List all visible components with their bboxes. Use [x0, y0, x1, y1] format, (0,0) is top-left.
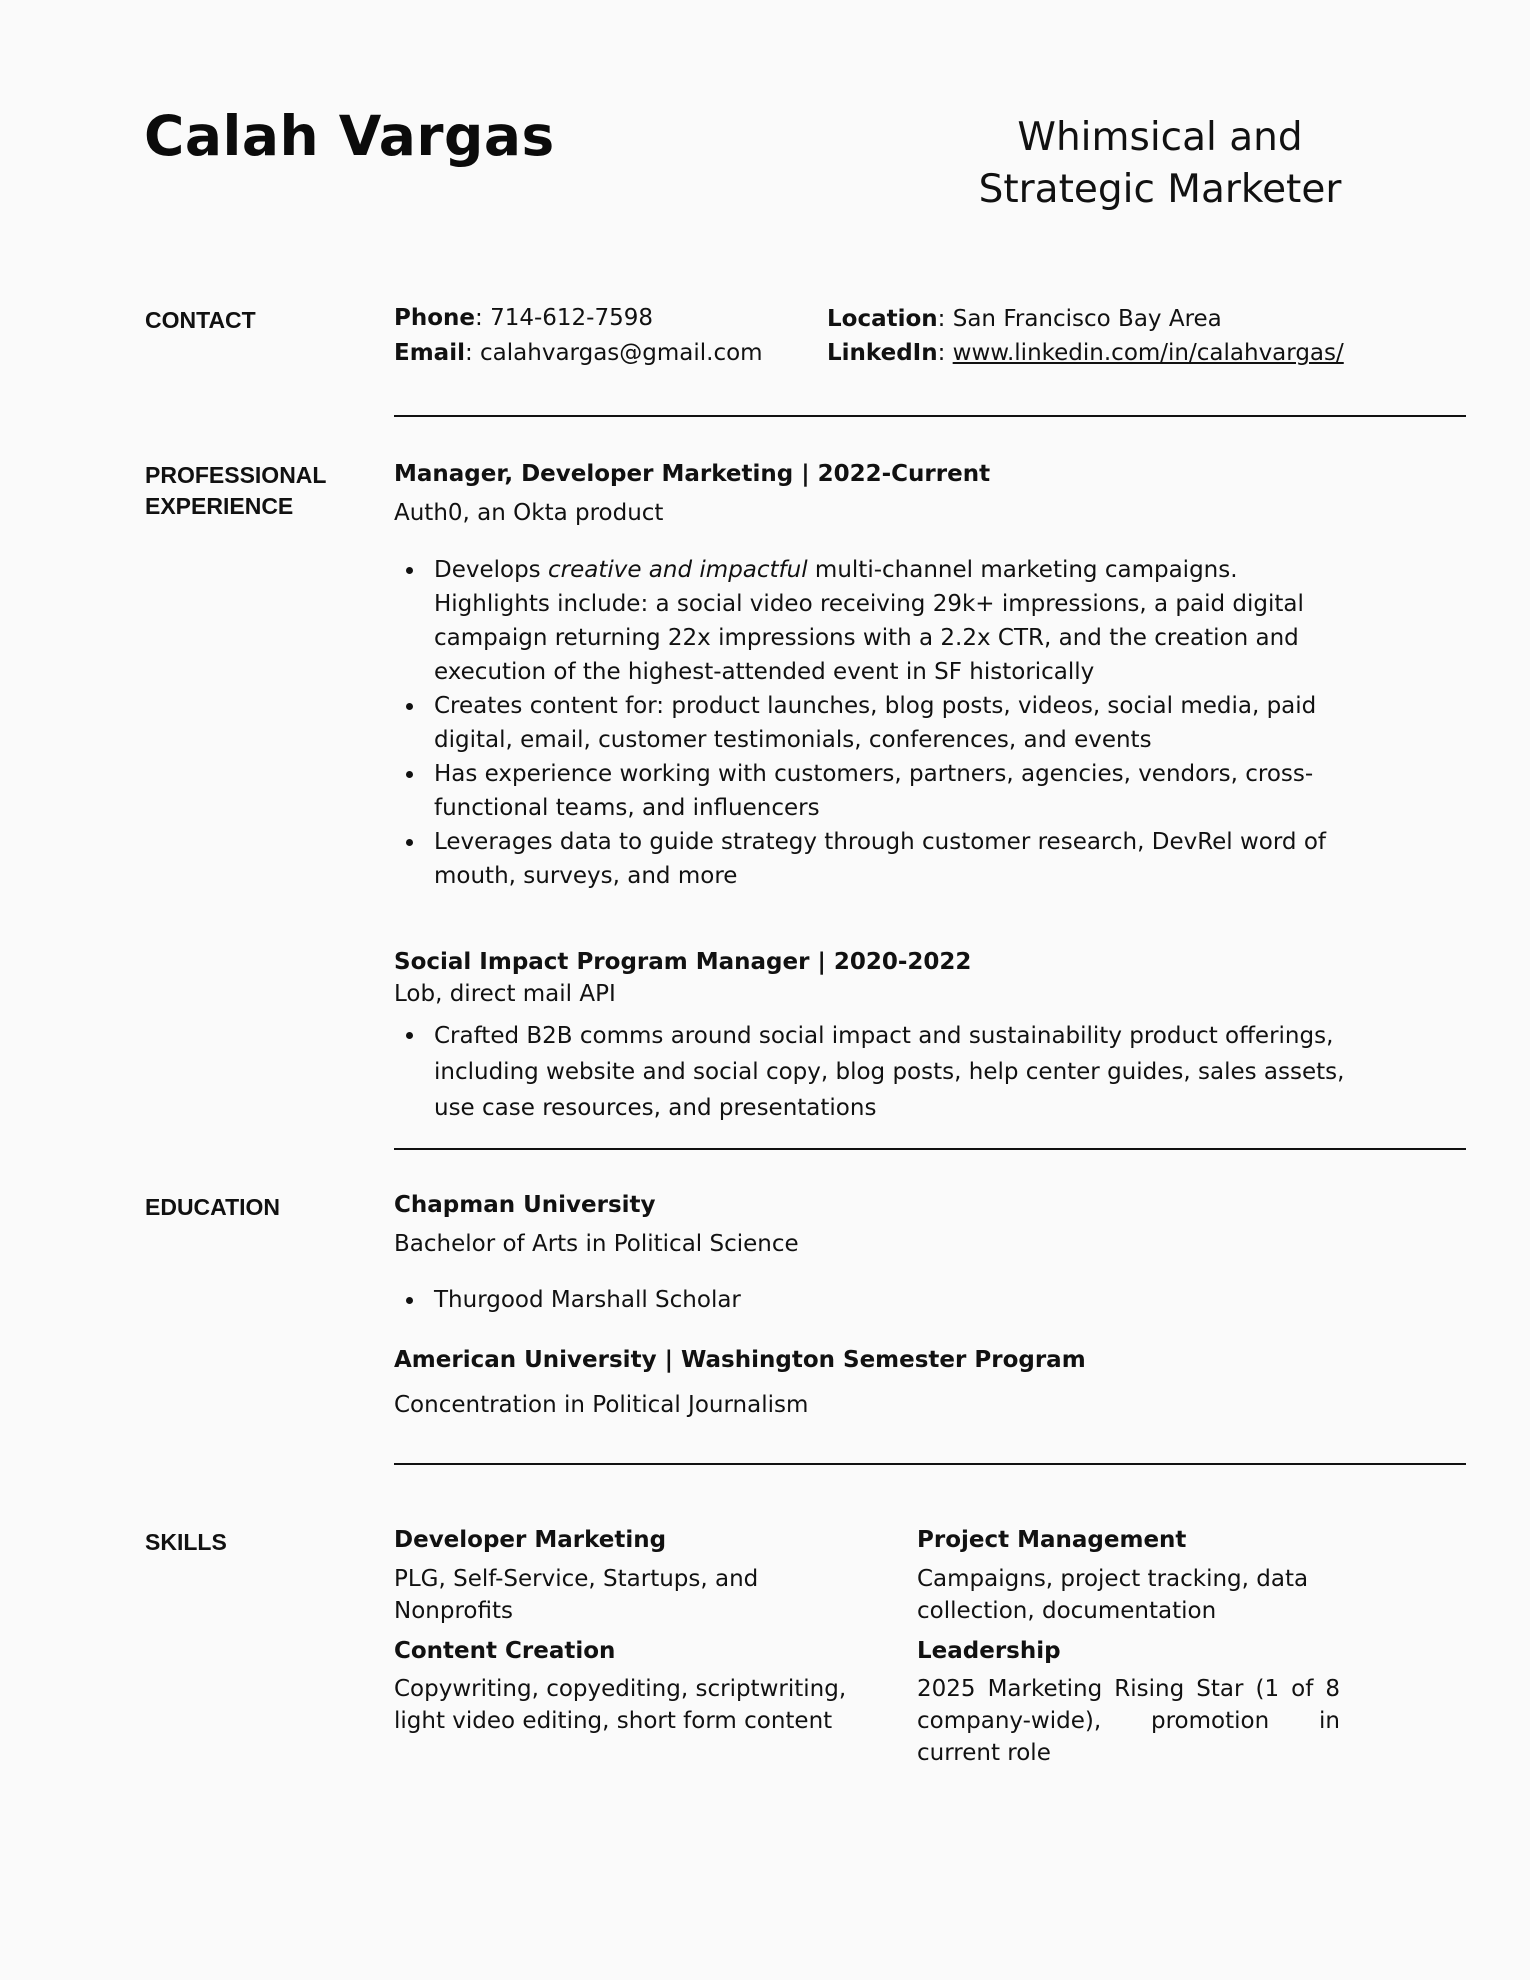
job-bullet: Crafted B2B comms around social impact and sustainability product offerings, including website and social copy, blog posts, help center guides, sales assets, use case resources, and presentations [394, 1018, 1354, 1126]
job-title: Manager, Developer Marketing | 2022-Current [394, 461, 991, 487]
skill-title: Content Creation [394, 1638, 616, 1664]
school-bullet: Thurgood Marshall Scholar [394, 1283, 1354, 1317]
resume-tagline [960, 112, 1360, 216]
school-degree: Bachelor of Arts in Political Science [394, 1231, 799, 1257]
job-title: Social Impact Program Manager | 2020-2022 [394, 949, 972, 975]
skill-title: Leadership [917, 1638, 1061, 1664]
school-degree: Concentration in Political Journalism [394, 1392, 809, 1418]
divider-experience [394, 1148, 1466, 1150]
job-bullet: Creates content for: product launches, blog posts, videos, social media, paid digital, email, customer testimonials, conferences, and events [394, 689, 1354, 757]
job-bullets [394, 1018, 1354, 1126]
tagline-line-2: Strategic Marketer [978, 167, 1342, 212]
contact-linkedin: LinkedIn: www.linkedin.com/in/calahvargas/ [827, 340, 1344, 366]
skill-detail: Copywriting, copyediting, scriptwriting, light video editing, short form content [394, 1676, 847, 1734]
skill-title: Project Management [917, 1527, 1187, 1553]
location-value: San Francisco Bay Area [952, 306, 1222, 332]
skill-detail: Campaigns, project tracking, data collection, documentation [917, 1566, 1309, 1624]
contact-phone: Phone: 714-612-7598 [394, 305, 654, 331]
email-label: Email [394, 340, 465, 366]
job-bullet: Develops creative and impactful multi-channel marketing campaigns. Highlights include: a social video receiving 29k+ impressions, a paid digital campaign returning 22x impressions with a 2.2x CTR, and the creation and execution of the highest-attended event in SF historically [394, 553, 1354, 689]
linkedin-label: LinkedIn [827, 340, 938, 366]
experience-label-line-1: PROFESSIONAL [145, 462, 327, 488]
email-value: calahvargas@gmail.com [480, 340, 763, 366]
job-bullet: Has experience working with customers, partners, agencies, vendors, cross-functional teams, and influencers [394, 757, 1354, 825]
linkedin-link[interactable]: www.linkedin.com/in/calahvargas/ [952, 340, 1344, 366]
job-company: Auth0, an Okta product [394, 500, 664, 526]
divider-education [394, 1463, 1466, 1465]
skill-title: Developer Marketing [394, 1527, 667, 1553]
school-name: American University | Washington Semester Program [394, 1347, 1086, 1373]
job-company: Lob, direct mail API [394, 981, 616, 1007]
location-label: Location [827, 306, 938, 332]
education-section-label: EDUCATION [145, 1194, 281, 1220]
school-bullets [394, 1283, 1354, 1317]
skill-detail: 2025 Marketing Rising Star (1 of 8 company-wide), promotion in current role [917, 1676, 1340, 1766]
divider-contact [394, 415, 1466, 417]
experience-section-label [145, 460, 326, 522]
tagline-line-1: Whimsical and [1017, 115, 1303, 160]
contact-email: Email: calahvargas@gmail.com [394, 340, 763, 366]
skill-detail: PLG, Self-Service, Startups, and Nonprofits [394, 1566, 759, 1624]
contact-location: Location: San Francisco Bay Area [827, 306, 1222, 332]
experience-label-line-2: EXPERIENCE [145, 493, 294, 519]
phone-label: Phone [394, 305, 476, 331]
job-bullets [394, 553, 1354, 893]
contact-section-label: CONTACT [145, 307, 256, 333]
skills-section-label: SKILLS [145, 1529, 227, 1555]
resume-name: Calah Vargas [144, 104, 555, 168]
job-bullet: Leverages data to guide strategy through customer research, DevRel word of mouth, surveys, and more [394, 825, 1354, 893]
school-name: Chapman University [394, 1192, 656, 1218]
phone-value: 714-612-7598 [490, 305, 654, 331]
